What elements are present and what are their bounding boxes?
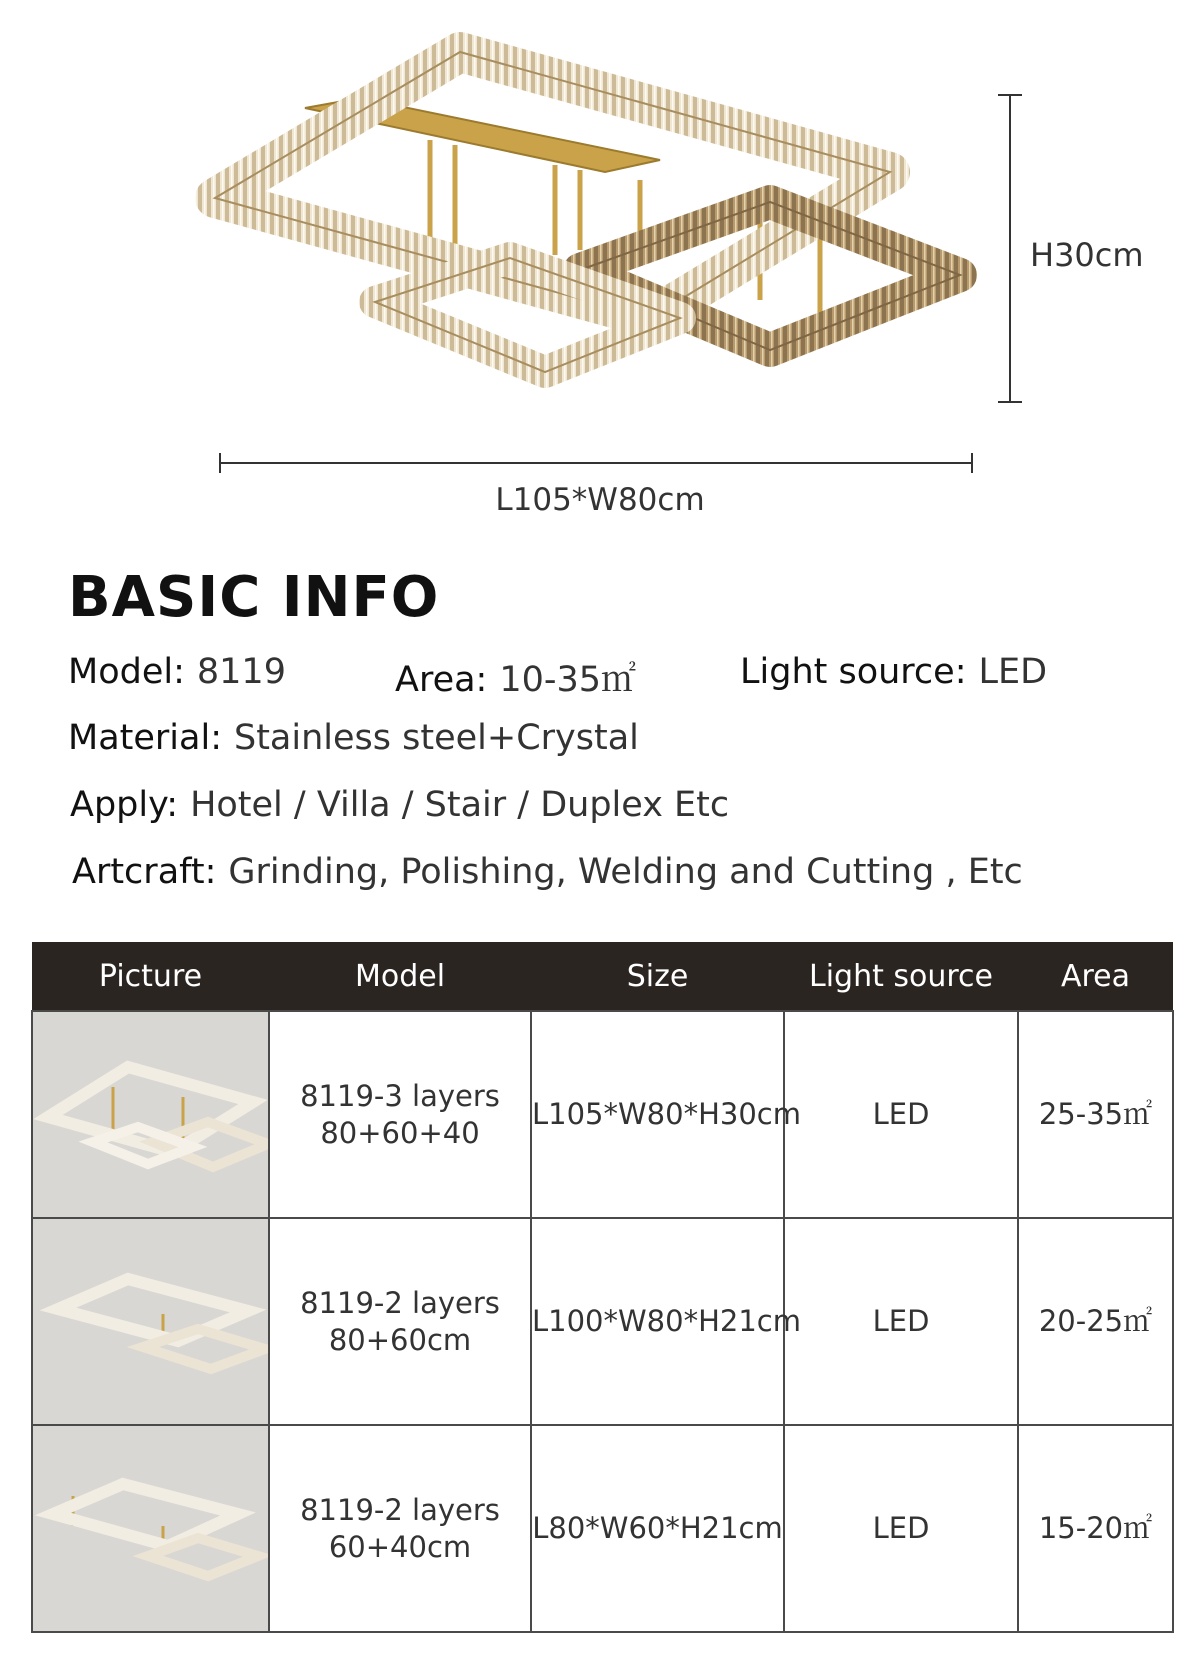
model-line-2: 80+60+40 [320, 1115, 480, 1150]
row-picture [32, 1425, 269, 1632]
row-light: LED [784, 1011, 1018, 1218]
info-artcraft [72, 852, 1023, 892]
info-apply [70, 785, 729, 825]
header-area: Area [1018, 942, 1173, 1011]
row-model [269, 1011, 531, 1218]
row-area: 15-20㎡ [1018, 1425, 1173, 1632]
artcraft-value: Grinding, Polishing, Welding and Cutting , Etc [228, 852, 1023, 892]
material-label: Material: [68, 718, 222, 758]
row-area: 20-25㎡ [1018, 1218, 1173, 1425]
table-row [32, 1425, 1173, 1632]
area-label: Area: [395, 660, 488, 700]
product-thumbnail-2-layers-small [33, 1426, 268, 1631]
info-model [68, 652, 286, 692]
row-size: L80*W60*H21cm [531, 1425, 784, 1632]
row-model [269, 1425, 531, 1632]
width-label: L105*W80cm [495, 482, 705, 518]
product-hero [0, 0, 1200, 540]
height-label: H30cm [1030, 236, 1144, 274]
model-line-1: 8119-2 layers [300, 1286, 500, 1321]
width-dimension-line [220, 453, 972, 473]
model-line-2: 80+60cm [328, 1322, 472, 1357]
model-line-2: 60+40cm [328, 1529, 472, 1564]
product-thumbnail-3-layers [33, 1012, 268, 1217]
row-light: LED [784, 1218, 1018, 1425]
product-thumbnail-2-layers-large [33, 1219, 268, 1424]
model-line-1: 8119-2 layers [300, 1493, 500, 1528]
table-row [32, 1011, 1173, 1218]
height-dimension-line [998, 95, 1022, 402]
header-picture: Picture [32, 942, 269, 1011]
header-model: Model [269, 942, 531, 1011]
row-model [269, 1218, 531, 1425]
light-label: Light source: [740, 652, 967, 692]
row-size: L100*W80*H21cm [531, 1218, 784, 1425]
info-material [68, 718, 639, 758]
info-area [395, 652, 636, 702]
section-title: BASIC INFO [68, 565, 440, 630]
area-value: 10-35㎡ [499, 660, 637, 700]
apply-value: Hotel / Villa / Stair / Duplex Etc [190, 785, 730, 825]
header-light: Light source [784, 942, 1018, 1011]
artcraft-label: Artcraft: [72, 852, 217, 892]
row-size: L105*W80*H30cm [531, 1011, 784, 1218]
model-value: 8119 [196, 652, 286, 692]
row-area: 25-35㎡ [1018, 1011, 1173, 1218]
model-label: Model: [68, 652, 185, 692]
model-line-1: 8119-3 layers [300, 1079, 500, 1114]
table-header-row [32, 942, 1173, 1011]
chandelier-illustration [0, 0, 1200, 540]
spec-table [31, 942, 1174, 1633]
header-size: Size [531, 942, 784, 1011]
row-picture [32, 1011, 269, 1218]
row-light: LED [784, 1425, 1018, 1632]
apply-label: Apply: [70, 785, 179, 825]
table-row [32, 1218, 1173, 1425]
material-value: Stainless steel+Crystal [233, 718, 639, 758]
light-value: LED [978, 652, 1048, 692]
row-picture [32, 1218, 269, 1425]
info-light [740, 652, 1047, 692]
